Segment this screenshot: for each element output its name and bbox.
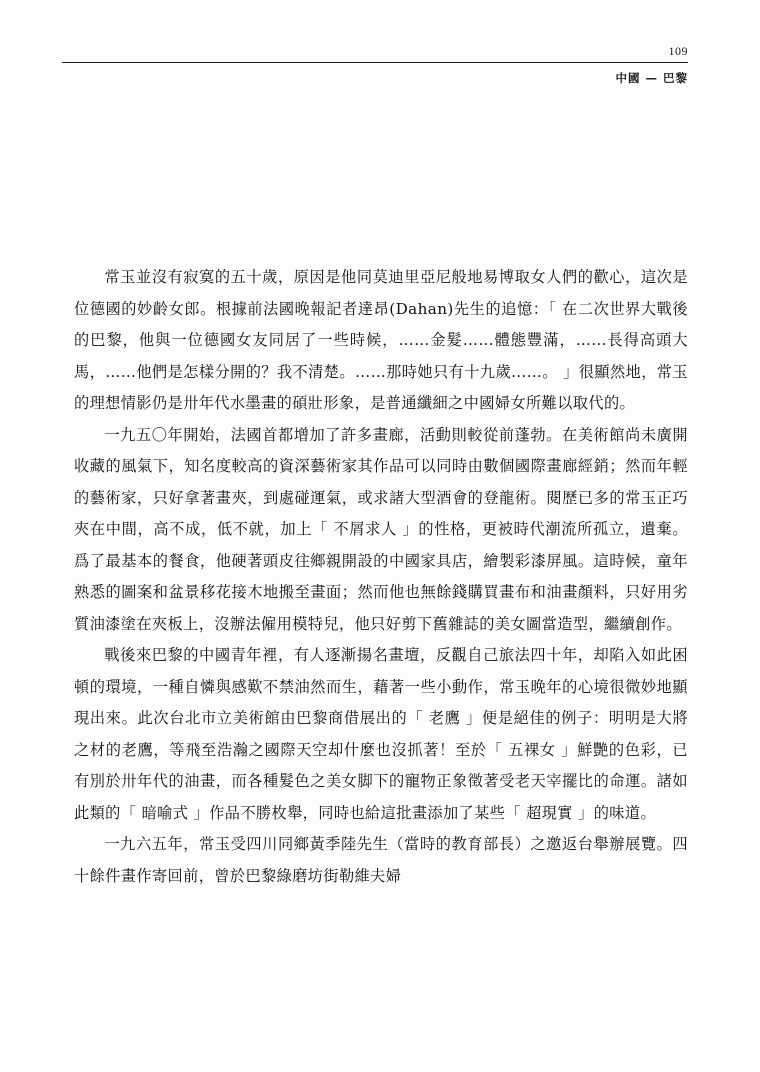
body-text [74,262,688,892]
header-rule [62,62,688,63]
page-content-area [72,0,688,1072]
paragraph: 常玉並沒有寂寞的五十歲，原因是他同莫迪里亞尼般地易博取女人們的歡心，這次是位德國的妙齡女郎。根據前法國晚報記者達昂(Dahan)先生的追憶：「 在二次世界大戰後的巴黎，他與一位德國女友同居了一些時候，……金髮……體態豐滿，……長得高頭大馬，……他們是怎樣分開的？我不清楚。……那時她只有十九歲……。 」很顯然地，常玉的理想情影仍是卅年代水墨畫的碩壯形象，是普通纖細之中國婦女所難以取代的。 [74,268,688,412]
running-head: 中國 — 巴黎 [615,71,688,85]
paragraph: 一九六五年，常玉受四川同鄉黃季陸先生（當時的教育部長）之邀返台舉辦展覽。四十餘件畫作寄回前，曾於巴黎綠磨坊街勒維夫婦 [74,835,688,885]
paragraph: 戰後來巴黎的中國青年裡，有人逐漸揚名畫壇，反觀自己旅法四十年，却陷入如此困頓的環境，一種自憐與感歎不禁油然而生，藉著一些小動作，常玉晚年的心境很微妙地顯現出來。此次台北市立美術館由巴黎商借展出的「 老鷹 」便是絕佳的例子：明明是大將之材的老鷹，等飛至浩瀚之國際天空却什麼也沒抓著！至於「 五裸女 」鮮艷的色彩，已有別於卅年代的油畫，而各種髮色之美女脚下的寵物正象徵著受老天宰擺比的命運。諸如此類的「 暗喻式 」作品不勝枚舉，同時也給這批畫添加了某些「 超現實 」的味道。 [74,646,688,822]
paragraph: 一九五〇年開始，法國首都增加了許多畫廊，活動則較從前蓬勃。在美術館尚未廣開收藏的風氣下，知名度較高的資深藝術家其作品可以同時由數個國際畫廊經銷；然而年輕的藝術家，只好拿著畫夾，到處碰運氣，或求諸大型酒會的登龍術。閱歷已多的常玉正巧夾在中間，高不成，低不就，加上「 不屑求人 」的性格，更被時代潮流所孤立，遺棄。爲了最基本的餐食，他硬著頭皮往鄉親開設的中國家具店，繪製彩漆屏風。這時候，童年熟悉的圖案和盆景移花接木地搬至畫面；然而他也無餘錢購買畫布和油畫顏料，只好用劣質油漆塗在夾板上，沒辦法僱用模特兒，他只好剪下舊雜誌的美女圖當造型，繼續創作。 [74,425,688,633]
page-number: 109 [668,44,688,58]
